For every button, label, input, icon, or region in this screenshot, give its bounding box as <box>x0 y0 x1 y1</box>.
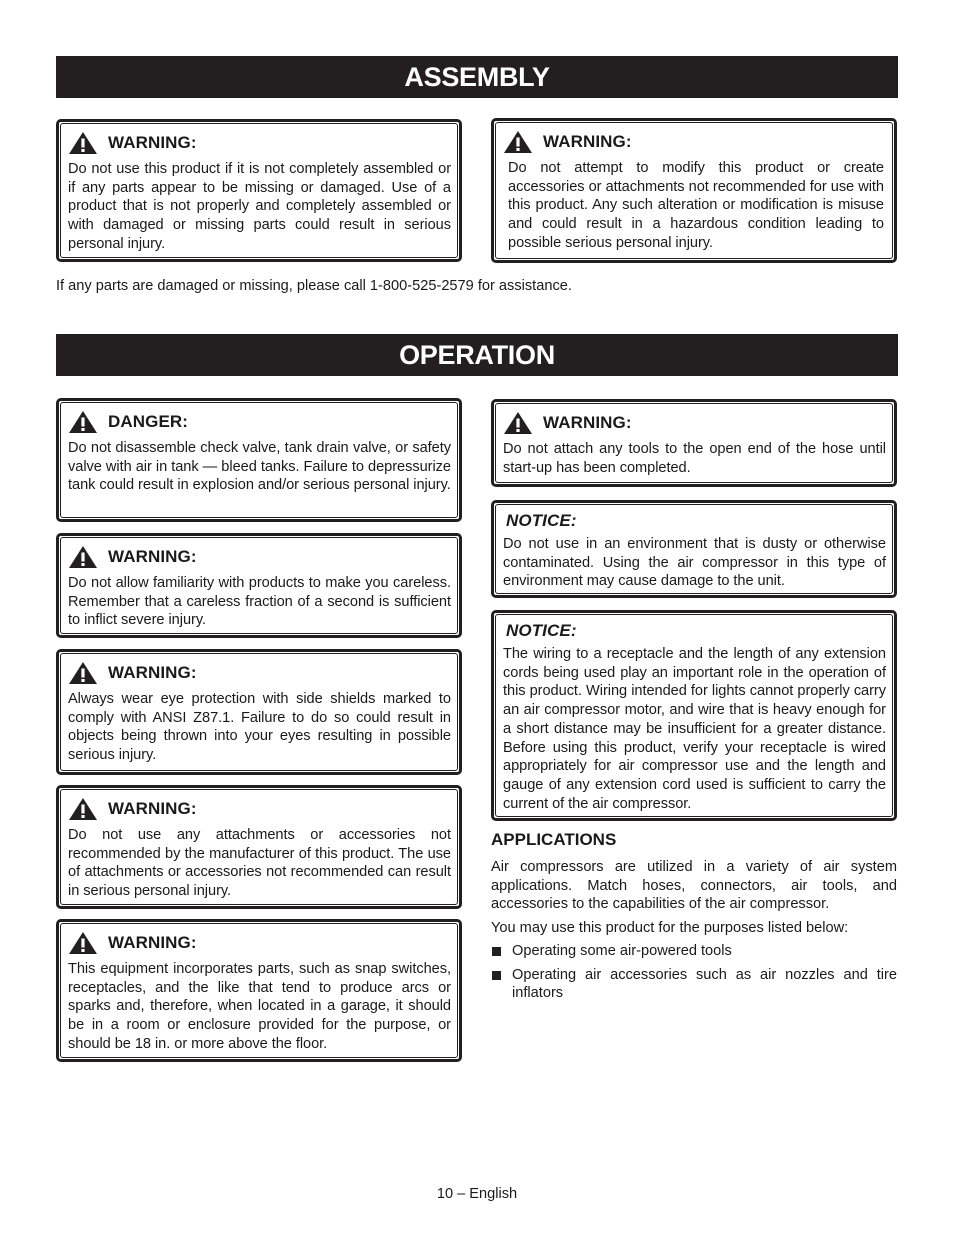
list-item: Operating air accessories such as air nozzles and tire inflators <box>491 966 897 1003</box>
notice-text: The wiring to a receptacle and the length of any extension cords being used play an important role in the operation of this product. Wiring intended for lights cannot properly carry an air compressor motor, and wire that is heavy enough for a short distance may be insufficient for a greater distance. Before using this product, verify your receptacle is wired appropriately for air compressor use and the length and gauge of any extension cord used is sufficient to carry the current of the air compressor. <box>503 646 886 812</box>
page-footer: 10 – English <box>436 1186 518 1202</box>
warning-box-sparks <box>56 919 462 1062</box>
notice-text: Do not use in an environment that is dusty or otherwise contaminated. Using the air compressor in this type of environment may cause damage to the unit. <box>503 536 886 590</box>
warning-text: Do not allow familiarity with products to make you careless. Remember that a careless fraction of a second is sufficient to inflict severe injury. <box>68 575 451 629</box>
warning-text: Always wear eye protection with side shields marked to comply with ANSI Z87.1. Failure to do so could result in objects being thrown into your eyes resulting in possible serious injury. <box>68 691 451 764</box>
warning-label: WARNING: <box>108 799 197 818</box>
warning-label: WARNING: <box>543 413 632 432</box>
operation-section-title: OPERATION <box>56 334 898 376</box>
warning-triangle-icon <box>68 797 98 821</box>
purposes-intro: You may use this product for the purposes listed below: <box>491 920 849 936</box>
danger-label: DANGER: <box>108 412 189 431</box>
warning-triangle-icon <box>68 661 98 685</box>
warning-triangle-icon <box>503 130 533 154</box>
danger-box <box>56 398 462 522</box>
warning-triangle-icon <box>68 410 98 434</box>
warning-triangle-icon <box>68 131 98 155</box>
assembly-section-title: ASSEMBLY <box>56 56 898 98</box>
assembly-warning-box-right <box>491 118 897 263</box>
warning-label: WARNING: <box>108 663 197 682</box>
applications-intro: Air compressors are utilized in a variety of air system applications. Match hoses, connectors, air tools, and accessories to the capabilities of the air compressor. <box>491 859 897 913</box>
notice-label: NOTICE: <box>506 621 577 640</box>
applications-heading: APPLICATIONS <box>491 830 617 849</box>
warning-triangle-icon <box>68 931 98 955</box>
list-item: Operating some air-powered tools <box>491 942 897 961</box>
warning-text: Do not attach any tools to the open end of the hose until start-up has been completed. <box>503 441 886 476</box>
assembly-warning-box-left <box>56 119 462 262</box>
danger-text: Do not disassemble check valve, tank drain valve, or safety valve with air in tank — bleed tanks. Failure to depressurize tank could result in explosion and/or serious personal injury. <box>68 440 451 494</box>
warning-text: Do not use this product if it is not completely assembled or if any parts appear to be missing or damaged. Use of a product that is not properly and completely assembled or with damaged or missing parts could result in serious personal injury. <box>68 161 451 252</box>
warning-triangle-icon <box>503 411 533 435</box>
warning-label: WARNING: <box>108 933 197 952</box>
warning-text: This equipment incorporates parts, such as snap switches, receptacles, and the like that tend to produce arcs or sparks and, therefore, when located in a garage, it should be in a room or enclosure provided for the purpose, or should be 18 in. or more above the floor. <box>68 961 451 1052</box>
warning-box-eye-protection <box>56 649 462 775</box>
applications-list <box>491 942 897 1008</box>
warning-label: WARNING: <box>543 132 632 151</box>
warning-label: WARNING: <box>108 547 197 566</box>
warning-text: Do not use any attachments or accessories not recommended by the manufacturer of this product. The use of attachments or accessories not recommended can result in serious personal injury. <box>68 827 451 900</box>
notice-label: NOTICE: <box>506 511 577 530</box>
warning-label: WARNING: <box>108 133 197 152</box>
warning-box-familiarity <box>56 533 462 638</box>
assistance-note: If any parts are damaged or missing, please call 1-800-525-2579 for assistance. <box>56 278 572 294</box>
warning-box-hose <box>491 399 897 487</box>
notice-box-environment <box>491 500 897 598</box>
warning-triangle-icon <box>68 545 98 569</box>
warning-box-attachments <box>56 785 462 909</box>
warning-text: Do not attempt to modify this product or create accessories or attachments not recommended for use with this product. Any such alteration or modification is misuse and could result in a hazardous condition leading to possible serious personal injury. <box>508 160 884 251</box>
notice-box-wiring <box>491 610 897 821</box>
